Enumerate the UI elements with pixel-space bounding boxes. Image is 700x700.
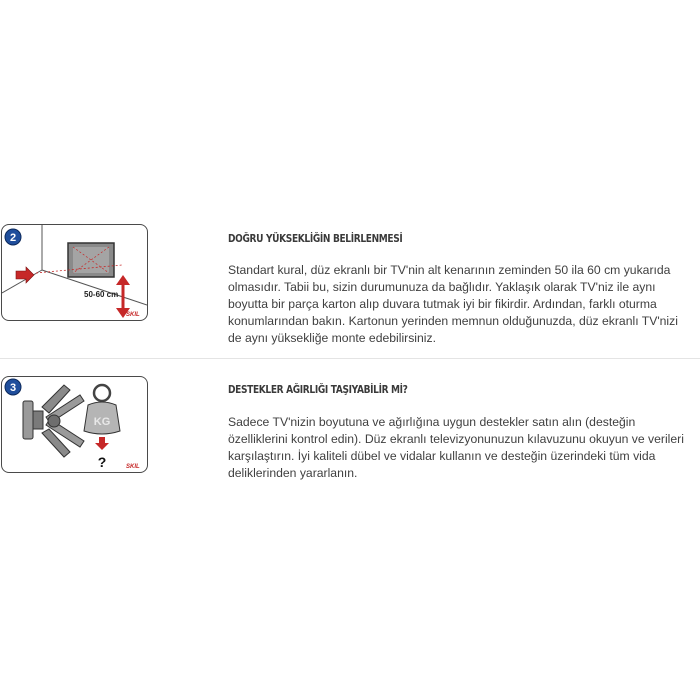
weight-label: KG <box>93 416 111 428</box>
bracket-weight-illustration <box>2 377 147 472</box>
height-label: 50-60 cm <box>84 290 119 299</box>
wall-bracket-icon <box>23 385 84 457</box>
step-number: 2 <box>9 232 17 244</box>
illustration-card-weight <box>1 376 148 473</box>
down-arrow-icon <box>95 437 109 450</box>
step-number: 3 <box>9 382 17 394</box>
brand-logo: SKIL <box>126 312 140 318</box>
section-body-text: Sadece TV'nizin boyutuna ve ağırlığına uygun destekler satın alın (desteğin özelliklerini kontrol edin). Düz ekranlı televizyonunuzun kılavuzunu okuyun ve verileri karşılaştırın. İyi kaliteli dübel ve vidalar kullanın ve desteğin üzerindeki tüm vida deliklerinden yararlanın. <box>228 415 684 480</box>
illustration-card-height <box>1 224 148 321</box>
brand-logo: SKIL <box>126 464 140 470</box>
section-correct-height <box>0 222 700 358</box>
section-heading: DOĞRU YÜKSEKLİĞİN BELİRLENMESİ <box>228 233 403 245</box>
section-divider <box>0 358 700 359</box>
tv-height-illustration <box>2 225 147 320</box>
section-body-text: Standart kural, düz ekranlı bir TV'nin alt kenarının zeminden 50 ila 60 cm yukarıda olmasıdır. Tabii bu, sizin durumunuza da bağlıdır. Yaklaşık olarak TV'niz ile aynı boyutta bir parça karton alıp duvara tutmak iyi bir fikirdir. Ardından, farklı oturma konumlarından bakın. Kartonun yerinden memnun olduğunuzda, düz ekranlı TV'nizi de aynı yüksekliğe monte edebilirsiniz. <box>228 263 678 345</box>
tv-screen-icon <box>68 243 114 277</box>
section-heading: DESTEKLER AĞIRLIĞI TAŞIYABİLİR Mİ? <box>228 384 408 396</box>
eye-level-arrow-icon <box>16 267 34 283</box>
kg-weight-icon <box>84 385 120 434</box>
section-support-weight <box>0 370 700 500</box>
question-mark: ? <box>97 454 107 470</box>
